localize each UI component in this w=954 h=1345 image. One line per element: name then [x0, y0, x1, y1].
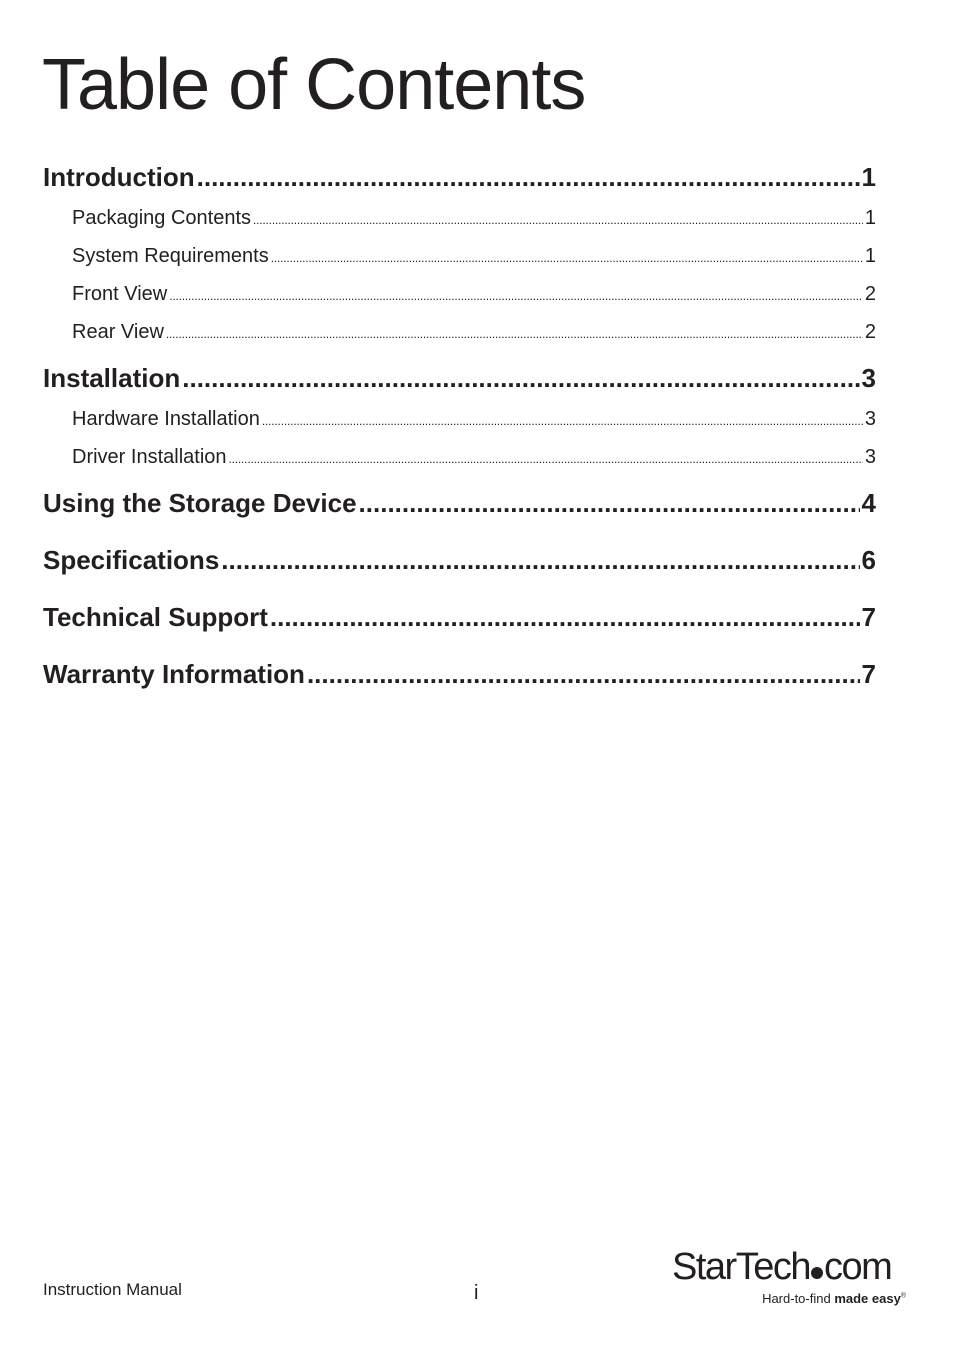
- toc-label: Installation: [43, 363, 181, 393]
- dot-leader: [359, 486, 860, 520]
- logo-domain: com: [823, 1246, 892, 1288]
- toc-label: Technical Support: [43, 602, 268, 632]
- toc-entry-specifications[interactable]: [43, 543, 876, 577]
- dot-leader: [229, 440, 863, 478]
- dot-leader: [197, 160, 860, 194]
- toc-entry-packaging-contents[interactable]: [43, 199, 876, 237]
- dot-leader: [307, 657, 860, 691]
- toc-page-number: 4: [861, 488, 876, 518]
- toc-label: Front View: [72, 283, 168, 305]
- logo-brand: StarTech: [672, 1246, 810, 1288]
- toc-page-number: 3: [861, 363, 876, 393]
- page-title: Table of Contents: [42, 45, 586, 125]
- footer-document-type: Instruction Manual: [43, 1280, 182, 1299]
- toc-label: Introduction: [43, 162, 195, 192]
- toc-label: Hardware Installation: [72, 408, 260, 430]
- logo-dot-icon: [811, 1267, 823, 1279]
- registered-mark: ®: [900, 1292, 906, 1300]
- logo-tagline: [672, 1291, 908, 1306]
- dot-leader: [271, 239, 863, 277]
- toc-entry-hardware-installation[interactable]: [43, 400, 876, 438]
- toc-label: System Requirements: [72, 245, 269, 267]
- toc-label: Rear View: [72, 321, 164, 343]
- toc-entry-front-view[interactable]: [43, 275, 876, 313]
- toc-page-number: 7: [861, 659, 876, 689]
- table-of-contents: [43, 160, 876, 691]
- dot-leader: [262, 402, 863, 440]
- toc-label: Warranty Information: [43, 659, 305, 689]
- dot-leader: [182, 361, 859, 395]
- toc-page-number: 6: [861, 545, 876, 575]
- toc-entry-introduction[interactable]: [43, 160, 876, 194]
- toc-entry-technical-support[interactable]: [43, 600, 876, 634]
- toc-page-number: 3: [864, 408, 876, 430]
- dot-leader: [169, 277, 863, 315]
- toc-label: Specifications: [43, 545, 220, 575]
- toc-entry-system-requirements[interactable]: [43, 237, 876, 275]
- footer-page-number: i: [474, 1282, 479, 1304]
- dot-leader: [270, 600, 860, 634]
- toc-page-number: 1: [864, 207, 876, 229]
- toc-page-number: 1: [864, 245, 876, 267]
- logo-wordmark: [672, 1245, 908, 1289]
- tagline-strong: made easy: [834, 1291, 901, 1306]
- dot-leader: [221, 543, 859, 577]
- toc-entry-using-the-storage-device[interactable]: [43, 486, 876, 520]
- toc-label: Using the Storage Device: [43, 488, 357, 518]
- dot-leader: [253, 201, 863, 239]
- toc-page-number: 3: [864, 446, 876, 468]
- toc-label: Driver Installation: [72, 446, 227, 468]
- toc-entry-rear-view[interactable]: [43, 313, 876, 351]
- tagline-prefix: Hard-to-find: [762, 1291, 831, 1306]
- startech-logo: [672, 1245, 908, 1306]
- toc-entry-warranty-information[interactable]: [43, 657, 876, 691]
- toc-page-number: 7: [861, 602, 876, 632]
- toc-page-number: 2: [864, 321, 876, 343]
- dot-leader: [166, 315, 863, 353]
- toc-page-number: 1: [861, 162, 876, 192]
- toc-page-number: 2: [864, 283, 876, 305]
- toc-label: Packaging Contents: [72, 207, 252, 229]
- toc-entry-driver-installation[interactable]: [43, 438, 876, 476]
- toc-entry-installation[interactable]: [43, 361, 876, 395]
